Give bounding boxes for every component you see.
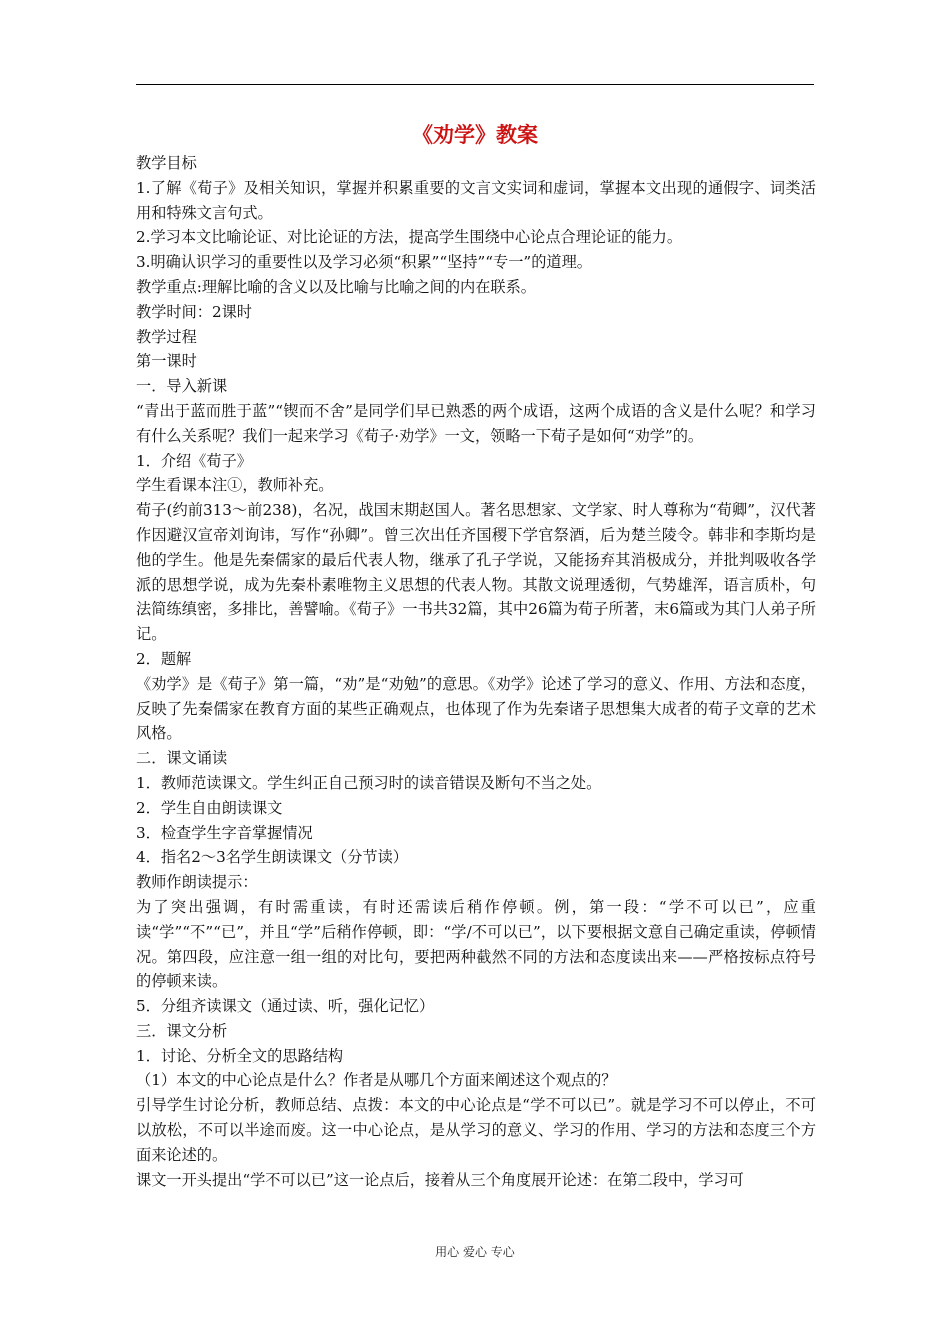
paragraph: 引导学生讨论分析，教师总结、点拨：本文的中心论点是“学不可以已”。就是学习不可以停止，不可以放松，不可以半途而废。这一中心论点，是从学习的意义、学习的作用、学习的方法和态度三个方面来论述的。 [136,1096,816,1164]
paragraph: 为了突出强调，有时需重读，有时还需读后稍作停顿。例，第一段：“学不可以已”，应重读“学”“不”“已”，并且“学”后稍作停顿，即：“学/不可以已”，以下要根据文意自己确定重读，停顿情况。第四段，应注意一组一组的对比句，要把两种截然不同的方法和态度读出来——严格按标点符号的停顿来读。 [136,897,816,991]
page-footer: 用心 爱心 专心 [435,1245,515,1259]
paragraph: 教学时间：2课时 [136,302,252,321]
paragraph: 课文一开头提出“学不可以已”这一论点后，接着从三个角度展开论述：在第二段中，学习可 [136,1170,744,1189]
paragraph: “青出于蓝而胜于蓝”“锲而不舍”是同学们早已熟悉的两个成语，这两个成语的含义是什么呢？和学习有什么关系呢？我们一起来学习《荀子·劝学》一文，领略一下荀子是如何“劝学”的。 [136,401,816,445]
section-heading: 二．课文诵读 [136,749,228,768]
paragraph: 《劝学》是《荀子》第一篇，“劝”是“劝勉”的意思。《劝学》论述了学习的意义、作用、方法和态度，反映了先秦儒家在教育方面的某些正确观点，也体现了作为先秦诸子思想集大成者的荀子文章的艺术风格。 [136,674,816,743]
section-heading: 教学过程 [136,327,197,346]
section-heading: 第一课时 [136,352,197,371]
paragraph: 3．检查学生字音掌握情况 [136,823,313,842]
paragraph: （1）本文的中心论点是什么？作者是从哪几个方面来阐述这个观点的？ [136,1071,617,1090]
section-heading: 2．题解 [136,649,192,668]
paragraph: 教师作朗读提示： [136,873,258,892]
paragraph: 3.明确认识学习的重要性以及学习必须“积累”“坚持”“专一”的道理。 [136,253,592,272]
section-heading: 三．课文分析 [136,1021,228,1040]
paragraph: 1．教师范读课文。学生纠正自己预习时的读音错误及断句不当之处。 [136,773,602,792]
paragraph: 2．学生自由朗读课文 [136,798,283,817]
header-rule [136,84,814,85]
paragraph: 5．分组齐读课文（通过读、听，强化记忆） [136,997,435,1016]
document-body [136,151,816,1192]
document-title: 《劝学》教案 [412,123,538,147]
section-heading: 一．导入新课 [136,377,228,396]
section-heading: 教学目标 [136,154,197,172]
paragraph: 1.了解《荀子》及相关知识，掌握并积累重要的文言文实词和虚词，掌握本文出现的通假字、词类活用和特殊文言句式。 [136,178,816,222]
paragraph: 教学重点:理解比喻的含义以及比喻与比喻之间的内在联系。 [136,277,536,296]
paragraph: 1．讨论、分析全文的思路结构 [136,1046,344,1065]
paragraph: 4．指名2～3名学生朗读课文（分节读） [136,848,408,867]
paragraph: 2.学习本文比喻论证、对比论证的方法，提高学生围绕中心论点合理论证的能力。 [136,228,683,247]
paragraph: 学生看课本注①，教师补充。 [136,476,334,495]
paragraph: 荀子(约前313～前238)，名况，战国末期赵国人。著名思想家、文学家、时人尊称为“荀卿”，汉代著作因避汉宣帝刘询讳，写作“孙卿”。曾三次出任齐国稷下学官祭酒，后为楚兰陵令。韩非和李斯均是他的学生。他是先秦儒家的最后代表人物，继承了孔子学说，又能扬弃其消极成分，并批判吸收各学派的思想学说，成为先秦朴素唯物主义思想的代表人物。其散文说理透彻，气势雄浑，语言质朴，句法简练缜密，多排比，善譬喻。《荀子》一书共32篇，其中26篇为荀子所著，末6篇或为其门人弟子所记。 [136,501,816,644]
section-heading: 1．介绍《荀子》 [136,451,252,470]
